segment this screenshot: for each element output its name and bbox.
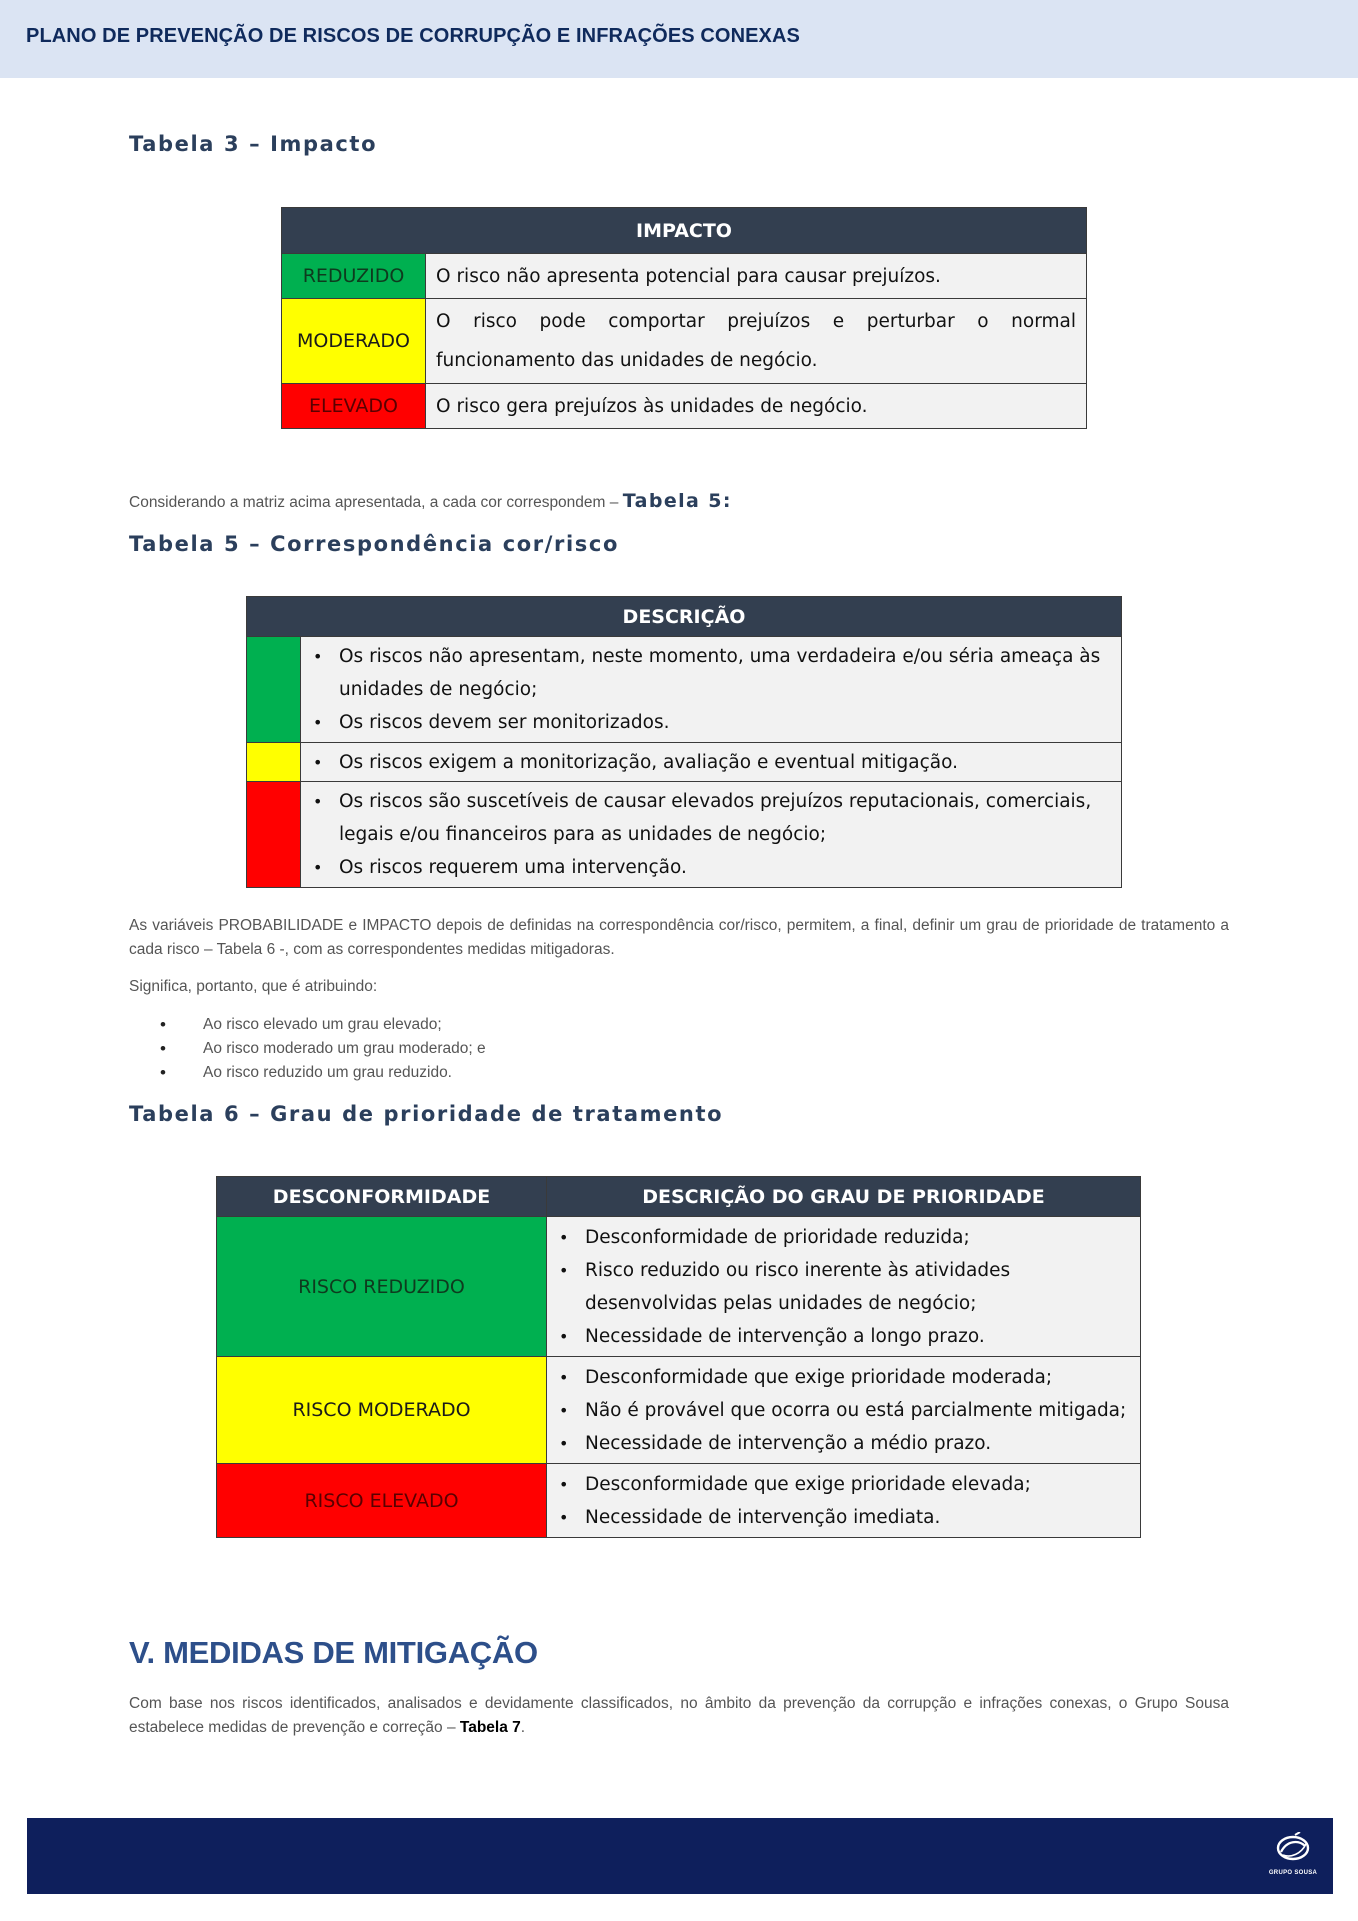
list-item: • Ao risco moderado um grau moderado; e: [160, 1037, 486, 1061]
impact-description: O risco gera prejuízos às unidades de negócio.: [426, 384, 1087, 429]
bullet-list: [311, 640, 1111, 739]
grupo-sousa-swirl-icon: [1273, 1832, 1313, 1864]
impact-level-reduzido: REDUZIDO: [282, 254, 426, 299]
table6-caption: Tabela 6 – Grau de prioridade de tratamento: [129, 1102, 724, 1126]
body-paragraph: As variáveis PROBABILIDADE e IMPACTO depois de definidas na correspondência cor/risco, permitem, a final, definir um grau de prioridade de tratamento a cada risco – Tabela 6 -, com as correspondentes medidas mitigadoras.: [129, 917, 1229, 958]
page-footer: [27, 1818, 1333, 1894]
bullet-list: [557, 1468, 1130, 1534]
table-row: [247, 743, 1122, 782]
document-title: PLANO DE PREVENÇÃO DE RISCOS DE CORRUPÇÃO E INFRAÇÕES CONEXAS: [26, 25, 800, 47]
bullet-list: [557, 1221, 1130, 1353]
bullet-list: [557, 1361, 1130, 1460]
list-item: • Ao risco reduzido um grau reduzido.: [160, 1061, 486, 1085]
risk-level-elevado: RISCO ELEVADO: [217, 1464, 547, 1538]
page-header: [0, 0, 1358, 78]
color-risk-heading: DESCRIÇÃO: [247, 597, 1122, 637]
list-item: • Não é provável que ocorra ou está parcialmente mitigada;: [557, 1394, 1130, 1427]
impact-table: [281, 207, 1087, 429]
risk-level-moderado: RISCO MODERADO: [217, 1357, 547, 1464]
table3-caption: Tabela 3 – Impacto: [129, 132, 378, 156]
table-row: [247, 637, 1122, 743]
priority-description-heading: DESCRIÇÃO DO GRAU DE PRIORIDADE: [547, 1177, 1141, 1217]
table-row: [217, 1464, 1141, 1538]
list-item: • Ao risco elevado um grau elevado;: [160, 1013, 486, 1037]
logo-text: GRUPO SOUSA: [1268, 1870, 1318, 1876]
table-row: [282, 254, 1087, 299]
risk-level-reduzido: RISCO REDUZIDO: [217, 1217, 547, 1357]
bullet-list: [311, 785, 1111, 884]
table-row: [217, 1217, 1141, 1357]
color-risk-table: [246, 596, 1122, 888]
nonconformity-heading: DESCONFORMIDADE: [217, 1177, 547, 1217]
table5-reference: Tabela 5:: [622, 490, 732, 512]
list-item: • Desconformidade que exige prioridade moderada;: [557, 1361, 1130, 1394]
impact-level-moderado: MODERADO: [282, 299, 426, 384]
section-paragraph: [129, 1692, 1229, 1740]
list-item: • Desconformidade que exige prioridade elevada;: [557, 1468, 1130, 1501]
list-item: • Desconformidade de prioridade reduzida;: [557, 1221, 1130, 1254]
list-item: • Os riscos não apresentam, neste momento, uma verdadeira e/ou séria ameaça às unidades de negócio;: [311, 640, 1111, 706]
table-row: [217, 1357, 1141, 1464]
table-row: [282, 299, 1087, 384]
priority-bullets: [160, 1013, 486, 1085]
impact-description: O risco não apresenta potencial para causar prejuízos.: [426, 254, 1087, 299]
table-row: [282, 384, 1087, 429]
list-item: • Os riscos são suscetíveis de causar elevados prejuízos reputacionais, comerciais, legais e/ou financeiros para as unidades de negócio;: [311, 785, 1111, 851]
bullet-list: [311, 746, 1111, 779]
list-item: • Os riscos exigem a monitorização, avaliação e eventual mitigação.: [311, 746, 1111, 779]
section-text: Com base nos riscos identificados, analisados e devidamente classificados, no âmbito da prevenção da corrupção e infrações conexas, o Grupo Sousa estabelece medidas de prevenção e correção –: [129, 1695, 1229, 1736]
list-item: • Necessidade de intervenção a longo prazo.: [557, 1320, 1130, 1353]
table5-caption: Tabela 5 – Correspondência cor/risco: [129, 532, 619, 556]
body-paragraph: Significa, portanto, que é atribuindo:: [129, 978, 378, 995]
impact-description: O risco pode comportar prejuízos e perturbar o normal funcionamento das unidades de negócio.: [426, 299, 1087, 384]
list-item: • Os riscos requerem uma intervenção.: [311, 851, 1111, 884]
table5-intro-text: Considerando a matriz acima apresentada, a cada cor correspondem –: [129, 494, 619, 511]
list-item: • Necessidade de intervenção a médio prazo.: [557, 1427, 1130, 1460]
list-item: • Os riscos devem ser monitorizados.: [311, 706, 1111, 739]
list-item: • Necessidade de intervenção imediata.: [557, 1501, 1130, 1534]
color-swatch-red: [247, 782, 301, 888]
impact-level-elevado: ELEVADO: [282, 384, 426, 429]
color-swatch-yellow: [247, 743, 301, 782]
table-row: [247, 782, 1122, 888]
list-item: • Risco reduzido ou risco inerente às atividades desenvolvidas pelas unidades de negócio;: [557, 1254, 1130, 1320]
priority-table: [216, 1176, 1141, 1538]
impact-table-heading: IMPACTO: [282, 208, 1087, 254]
table7-reference: Tabela 7: [459, 1719, 521, 1736]
section-text-end: .: [520, 1719, 526, 1736]
color-swatch-green: [247, 637, 301, 743]
section-title: V. MEDIDAS DE MITIGAÇÃO: [129, 1635, 538, 1670]
grupo-sousa-logo: [1268, 1832, 1318, 1882]
table5-intro: [129, 489, 1229, 515]
